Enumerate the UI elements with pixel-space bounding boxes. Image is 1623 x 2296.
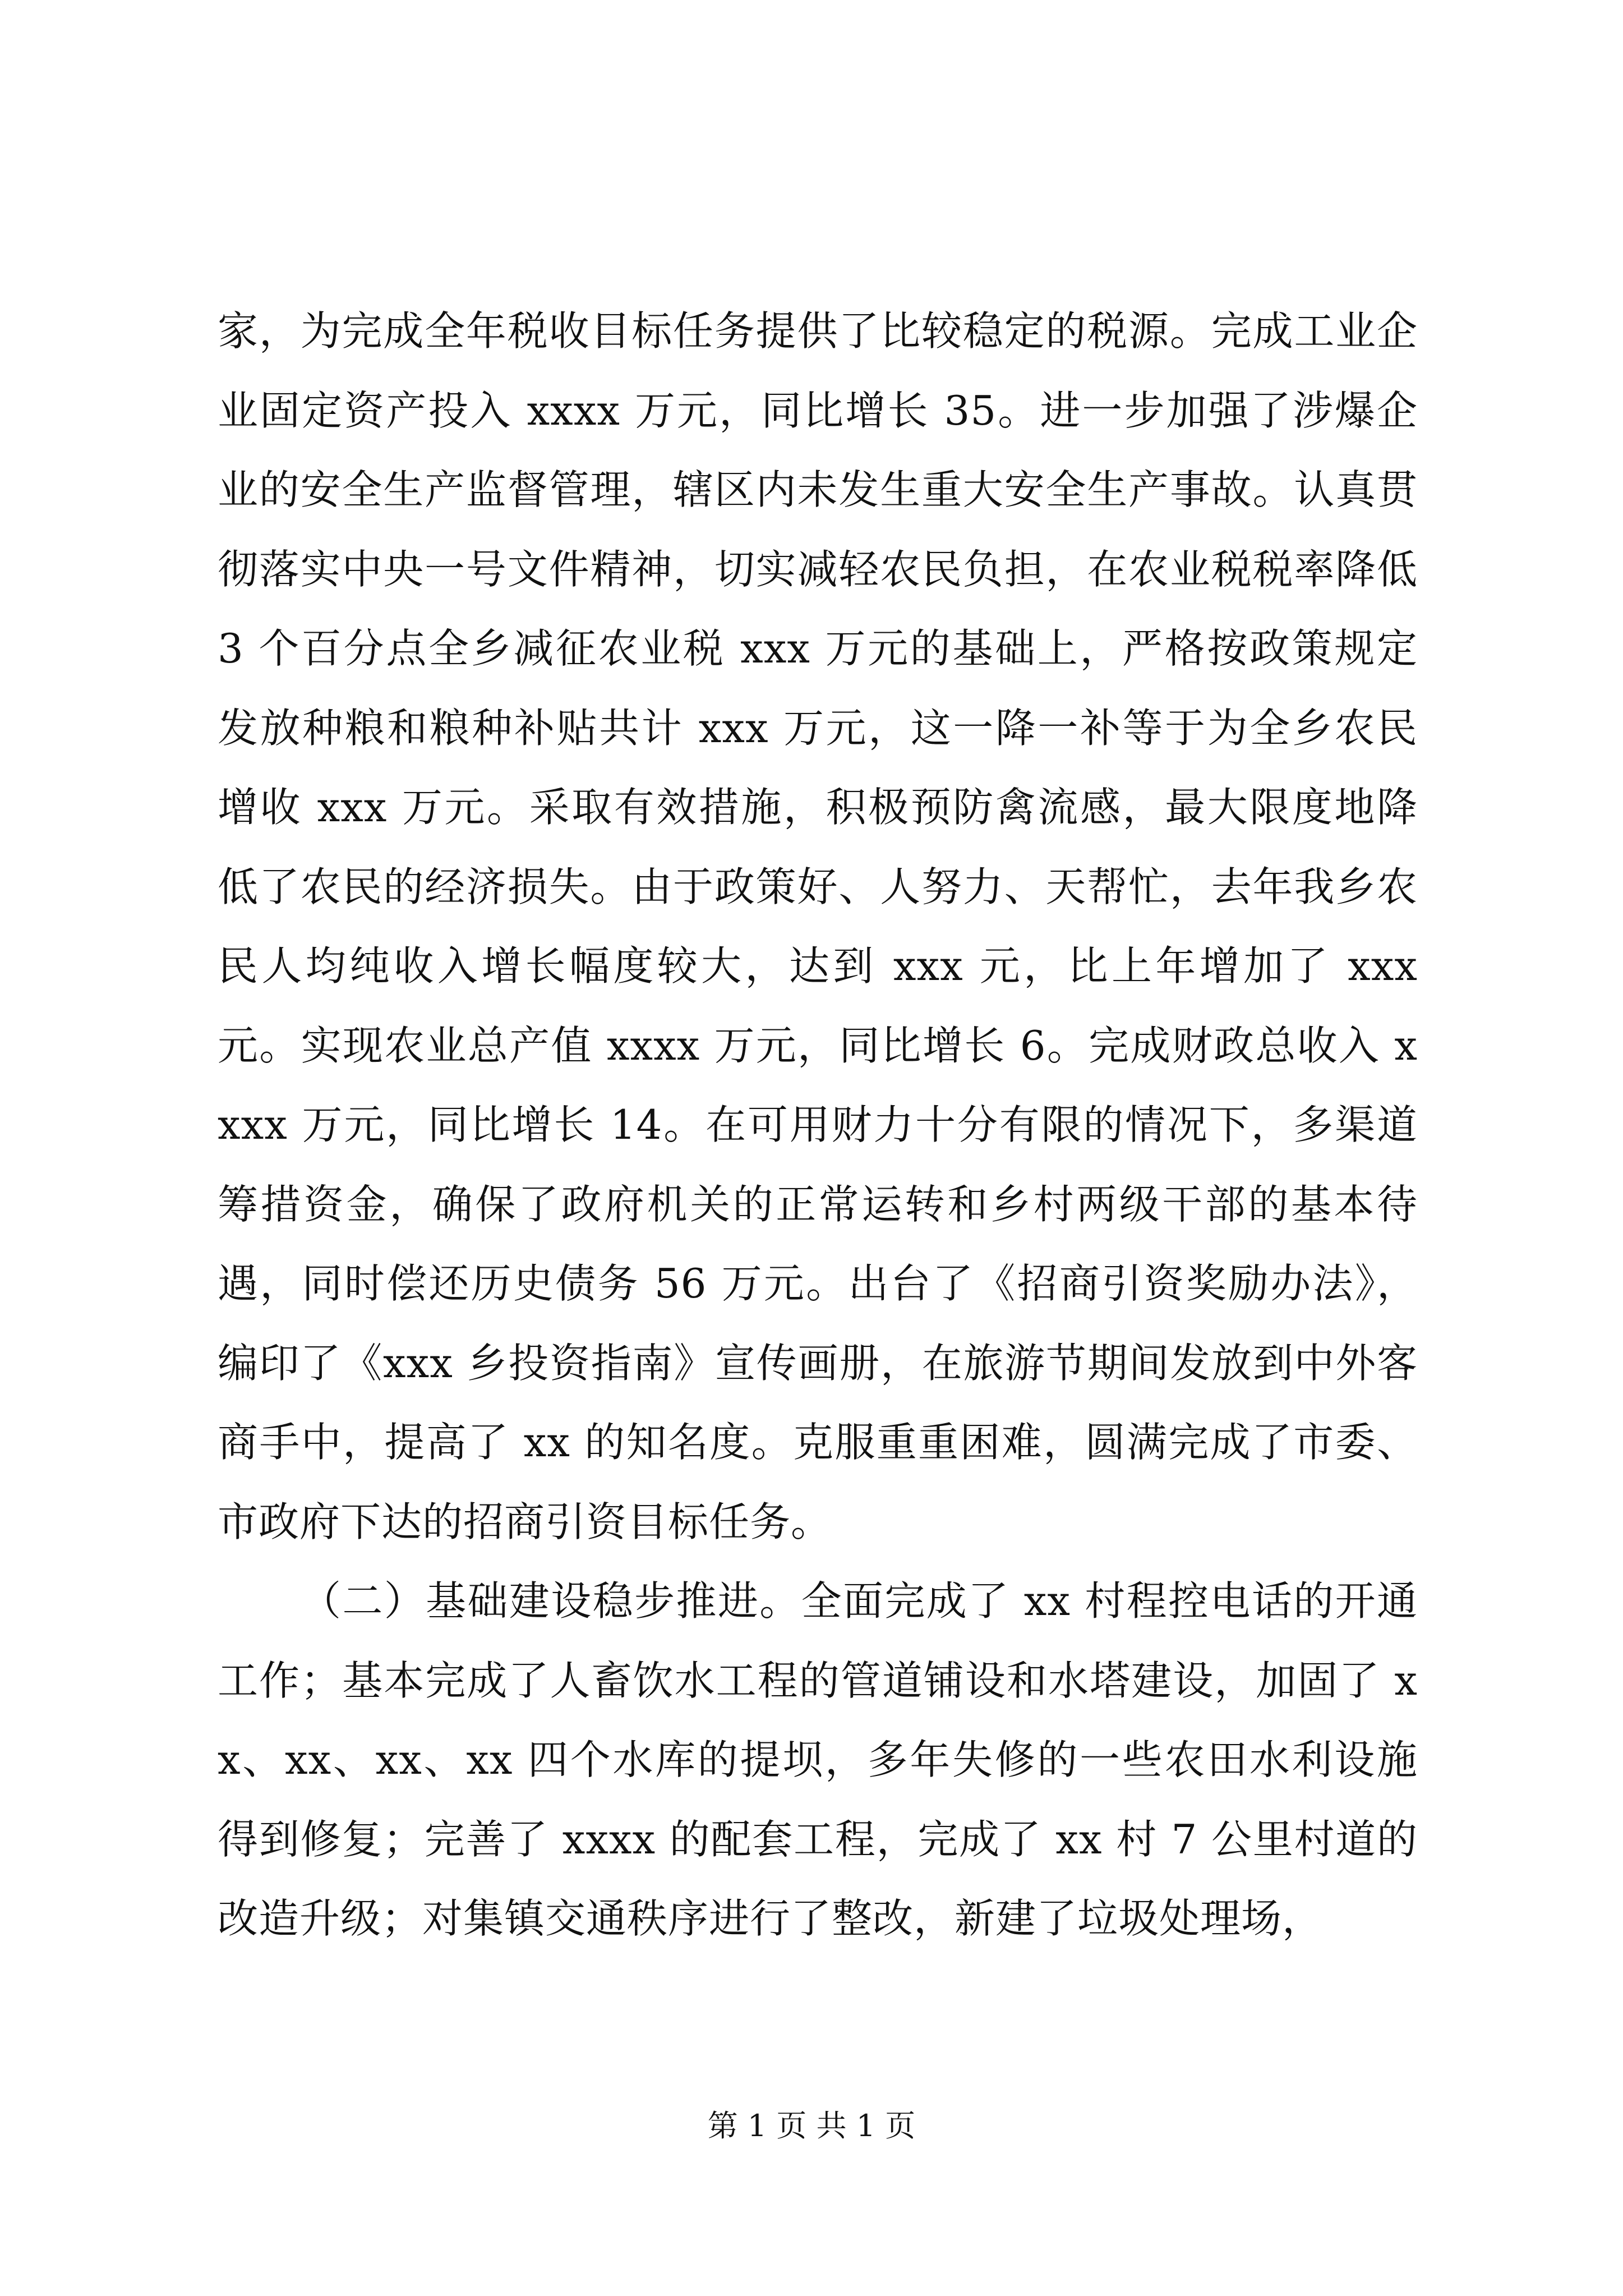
paragraph-continued: 家，为完成全年税收目标任务提供了比较稳定的税源。完成工业企业固定资产投入 xxxx 万元，同比增长 35。进一步加强了涉爆企业的安全生产监督管理，辖区内未发生重大安全生产事故。认真贯彻落实中央一号文件精神，切实减轻农民负担，在农业税税率降低 3 个百分点全乡减征农业税 xxx 万元的基础上，严格按政策规定发放种粮和粮种补贴共计 xxx 万元，这一降一补等于为全乡农民增收 xxx 万元。采取有效措施，积极预防禽流感，最大限度地降低了农民的经济损失。由于政策好、人努力、天帮忙，去年我乡农民人均纯收入增长幅度较大，达到 xxx 元，比上年增加了 xxx 元。实现农业总产值 xxxx 万元，同比增长 6。完成财政总收入 xxxx 万元，同比增长 14。在可用财力十分有限的情况下，多渠道筹措资金，确保了政府机关的正常运转和乡村两级干部的基本待遇，同时偿还历史债务 56 万元。出台了《招商引资奖励办法》，编印了《xxx 乡投资指南》宣传画册，在旅游节期间发放到中外客商手中，提高了 xx 的知名度。克服重重困难，圆满完成了市委、市政府下达的招商引资目标任务。	[218, 307, 1418, 1545]
document-body	[218, 292, 1418, 1959]
page-footer: 第 1 页 共 1 页	[707, 2108, 916, 2143]
paragraph-infrastructure: （二）基础建设稳步推进。全面完成了 xx 村程控电话的开通工作；基本完成了人畜饮水工程的管道铺设和水塔建设，加固了 xx、xx、xx、xx 四个水库的提坝，多年失修的一些农田水利设施得到修复；完善了 xxxx 的配套工程，完成了 xx 村 7 公里村道的改造升级；对集镇交通秩序进行了整改，新建了垃圾处理场，	[218, 1577, 1418, 1942]
